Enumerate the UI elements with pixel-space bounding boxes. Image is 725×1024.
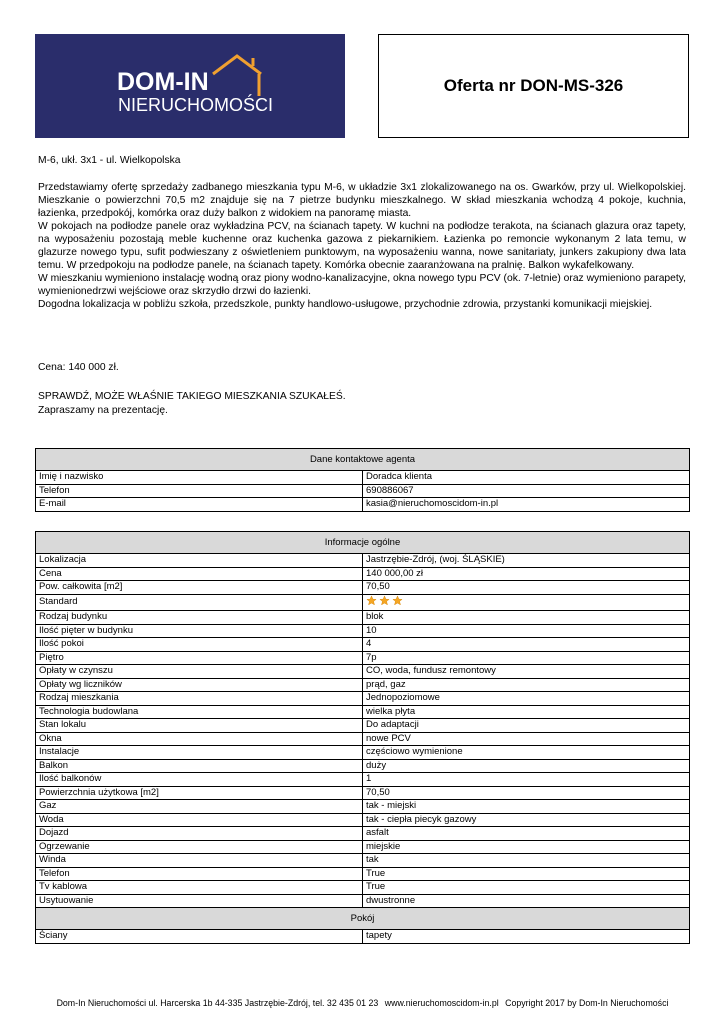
table-row (36, 867, 690, 881)
logo-name-bottom: NIERUCHOMOŚCI (118, 95, 274, 115)
star-icon (366, 595, 377, 611)
row-label: Usytuowanie (36, 894, 363, 908)
row-value: 1 (363, 773, 690, 787)
row-label: Imię i nazwisko (36, 471, 363, 485)
room-section-header: Pokój (36, 908, 690, 930)
row-label: Tv kablowa (36, 881, 363, 895)
description-paragraph: Przedstawiamy ofertę sprzedaży zadbanego mieszkania typu M-6, w układzie 3x1 zlokalizowanego na os. Gwarków, przy ul. Wielkopolskiej. Mieszkanie o powierzchni 70,5 m2 znajduje się na 7 pietrze budynku mieszkalnego. W skład mieszkania wchodzą 4 pokoje, kuchnia, łazienka, przedpokój, komórka oraz duży balkon z widokiem na panoramę miasta. (38, 182, 686, 219)
price-line: Cena: 140 000 zł. (38, 362, 119, 373)
row-value: 140 000,00 zł (363, 567, 690, 581)
row-value: Jastrzębie-Zdrój, (woj. ŚLĄSKIE) (363, 554, 690, 568)
row-label: Ilość pięter w budynku (36, 624, 363, 638)
row-value: asfalt (363, 827, 690, 841)
description-paragraph: W pokojach na podłodze panele oraz wykładzina PCV, na ścianach tapety. W kuchni na podłodze terakota, na ścianach glazura oraz tapety, na wyposażeniu pozostają meble kuchenne oraz kuchenka gazowa z piekarnikiem. Łazienka po remoncie wykonanym 2 lata temu, w glazurze nowego typu, sufit podwieszany z oświetleniem punktowym, na wyposażeniu wanna, nowe sanitariaty, junkers zakupiony dwa lata temu. W przedpokoju na podłodze panele, na ścianach tapety. Komórka obecnie zaaranżowana na pralnię. Balkon wykafelkowany. (38, 221, 686, 271)
row-label: Ogrzewanie (36, 840, 363, 854)
table-row (36, 894, 690, 908)
row-label: Ilość pokoi (36, 638, 363, 652)
description (38, 181, 686, 311)
row-label: Pow. całkowita [m2] (36, 581, 363, 595)
table-row (36, 471, 690, 485)
table-row (36, 484, 690, 498)
row-label: Ściany (36, 930, 363, 944)
row-value: Do adaptacji (363, 719, 690, 733)
row-label: Lokalizacja (36, 554, 363, 568)
table-row (36, 719, 690, 733)
table-row (36, 678, 690, 692)
row-label: Opłaty wg liczników (36, 678, 363, 692)
row-value: częściowo wymienione (363, 746, 690, 760)
row-label: Rodzaj budynku (36, 611, 363, 625)
table-row (36, 746, 690, 760)
table-row (36, 705, 690, 719)
table-row (36, 581, 690, 595)
description-paragraph: Dogodna lokalizacja w pobliżu szkoła, przedszkole, punkty handlowo-usługowe, przychodnie zdrowia, przystanki komunikacji miejskiej. (38, 299, 653, 310)
row-value: True (363, 867, 690, 881)
row-label: Dojazd (36, 827, 363, 841)
row-value: 690886067 (363, 484, 690, 498)
general-table-header: Informacje ogólne (36, 532, 690, 554)
footer-address: Dom-In Nieruchomości ul. Harcerska 1b 44-335 Jastrzębie-Zdrój, tel. 32 435 01 23 (56, 998, 379, 1008)
row-label: Telefon (36, 867, 363, 881)
row-value: 4 (363, 638, 690, 652)
table-row (36, 840, 690, 854)
row-value: duży (363, 759, 690, 773)
row-label: Gaz (36, 800, 363, 814)
row-label: Winda (36, 854, 363, 868)
table-row (36, 611, 690, 625)
row-label: Standard (36, 594, 363, 611)
table-row (36, 554, 690, 568)
row-value: tak (363, 854, 690, 868)
footer-copyright: Copyright 2017 by Dom-In Nieruchomości (505, 998, 669, 1008)
row-label: Woda (36, 813, 363, 827)
row-label: Instalacje (36, 746, 363, 760)
table-row (36, 624, 690, 638)
cta-line: Zapraszamy na prezentację. (38, 405, 168, 416)
table-row (36, 881, 690, 895)
row-label: E-mail (36, 498, 363, 512)
table-row (36, 692, 690, 706)
row-label: Technologia budowlana (36, 705, 363, 719)
row-value: Jednopoziomowe (363, 692, 690, 706)
logo-name-top: DOM-IN (117, 68, 209, 96)
company-logo (35, 34, 345, 138)
row-label: Balkon (36, 759, 363, 773)
standard-stars (363, 594, 690, 611)
row-value: 7p (363, 651, 690, 665)
row-label: Ilość balkonów (36, 773, 363, 787)
row-value: prąd, gaz (363, 678, 690, 692)
row-label: Opłaty w czynszu (36, 665, 363, 679)
star-icon (379, 595, 390, 611)
row-label: Okna (36, 732, 363, 746)
footer (0, 998, 725, 1008)
star-icon (392, 595, 403, 611)
row-value: blok (363, 611, 690, 625)
listing-subtitle: M-6, ukł. 3x1 - ul. Wielkopolska (38, 155, 181, 166)
row-value: wielka płyta (363, 705, 690, 719)
offer-title: Oferta nr DON-MS-326 (443, 76, 624, 95)
table-row (36, 498, 690, 512)
row-value: dwustronne (363, 894, 690, 908)
row-value: tapety (363, 930, 690, 944)
row-value: 70,50 (363, 786, 690, 800)
table-row (36, 665, 690, 679)
row-value: tak - ciepła piecyk gazowy (363, 813, 690, 827)
row-value: nowe PCV (363, 732, 690, 746)
row-label: Telefon (36, 484, 363, 498)
row-value: 70,50 (363, 581, 690, 595)
table-row (36, 930, 690, 944)
row-value: tak - miejski (363, 800, 690, 814)
row-label: Cena (36, 567, 363, 581)
table-row (36, 567, 690, 581)
row-label: Stan lokalu (36, 719, 363, 733)
table-row (36, 759, 690, 773)
table-row (36, 800, 690, 814)
table-row (36, 786, 690, 800)
table-row (36, 594, 690, 611)
table-row (36, 854, 690, 868)
row-label: Rodzaj mieszkania (36, 692, 363, 706)
row-label: Powierzchnia użytkowa [m2] (36, 786, 363, 800)
description-paragraph: W mieszkaniu wymieniono instalację wodną oraz piony wodno-kanalizacyjne, okna nowego typu PCV (ok. 7-letnie) oraz wymieniono parapety, wymienionedrzwi wejściowe oraz skrzydło drzwi do łazienki. (38, 273, 686, 297)
call-to-action (38, 390, 346, 418)
email-link[interactable]: kasia@nieruchomoscidom-in.pl (363, 498, 690, 512)
cta-line: SPRAWDŹ, MOŻE WŁAŚNIE TAKIEGO MIESZKANIA SZUKAŁEŚ. (38, 391, 346, 402)
table-row (36, 773, 690, 787)
table-row (36, 827, 690, 841)
row-value: True (363, 881, 690, 895)
logo-house-icon (35, 34, 345, 138)
row-label: Piętro (36, 651, 363, 665)
table-row (36, 732, 690, 746)
row-value: CO, woda, fundusz remontowy (363, 665, 690, 679)
table-row (36, 813, 690, 827)
row-value: Doradca klienta (363, 471, 690, 485)
table-row (36, 651, 690, 665)
table-row (36, 638, 690, 652)
offer-number-box (378, 34, 689, 138)
footer-website[interactable]: www.nieruchomoscidom-in.pl (384, 998, 499, 1008)
row-value: 10 (363, 624, 690, 638)
agent-table-header: Dane kontaktowe agenta (36, 449, 690, 471)
row-value: miejskie (363, 840, 690, 854)
general-info-table (35, 531, 690, 944)
agent-contact-table (35, 448, 690, 512)
